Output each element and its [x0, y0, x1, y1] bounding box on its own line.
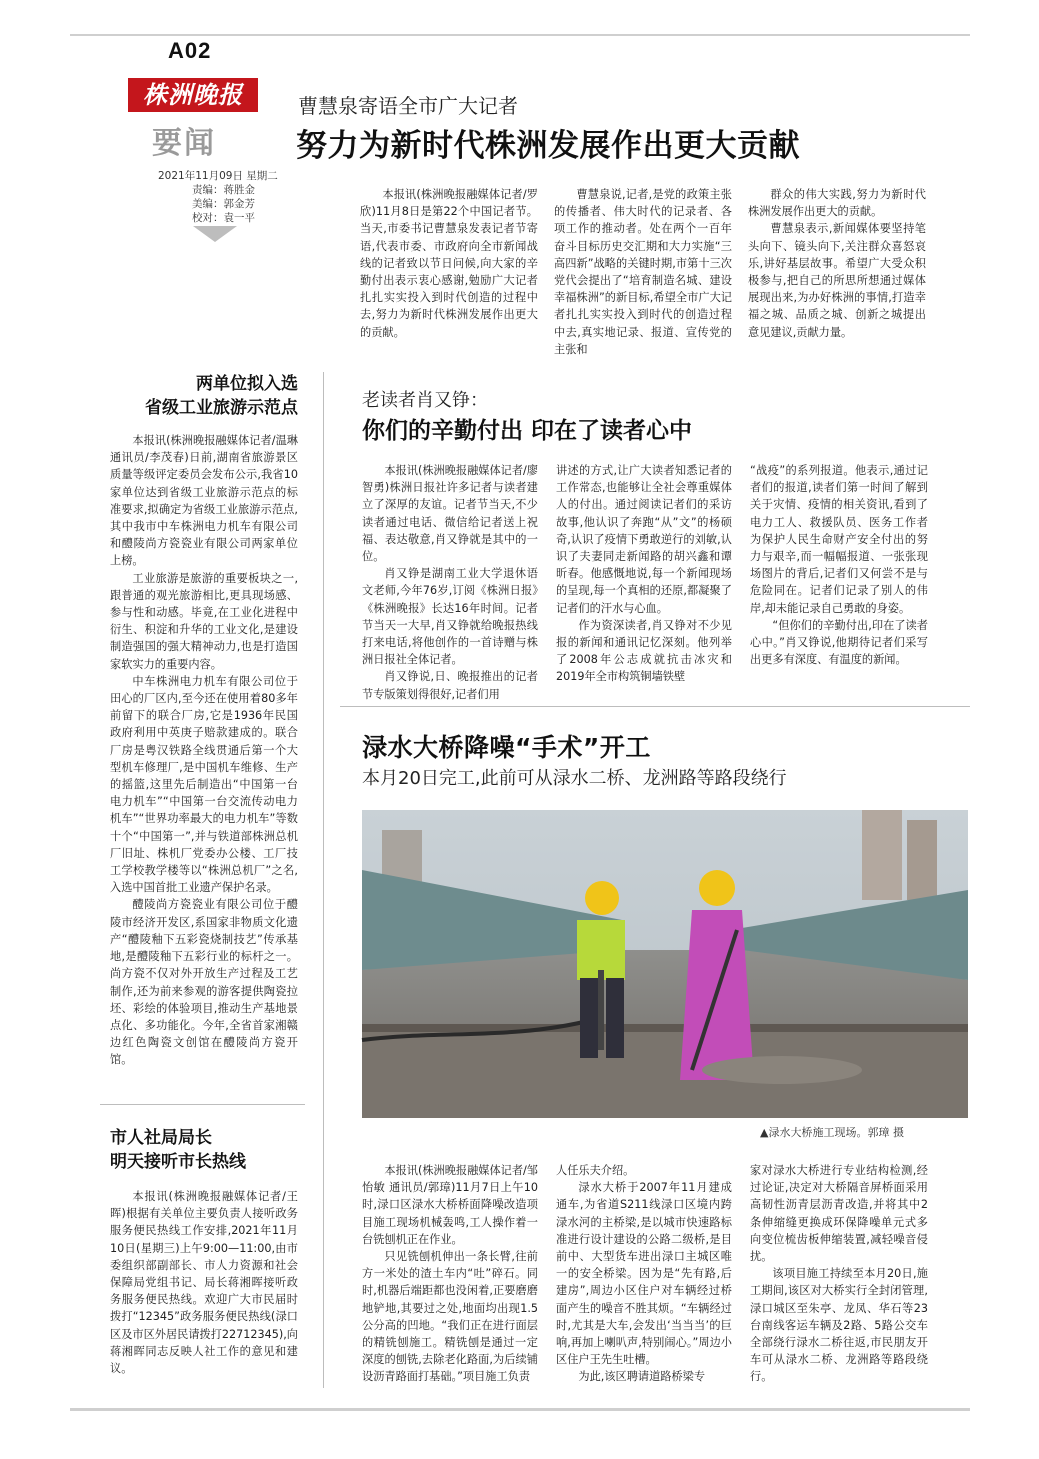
sidebar-bottom-headline-2: 明天接听市长热线	[110, 1152, 246, 1172]
construction-photo	[362, 810, 968, 1118]
bridge-subheadline: 本月20日完工,此前可从渌水二桥、龙洲路等路段绕行	[362, 768, 787, 789]
bridge-headline: 渌水大桥降噪“手术”开工	[362, 733, 651, 762]
top-rule	[70, 34, 970, 36]
editor-credit: 责编：蒋胜金	[192, 184, 255, 196]
photo-caption: ▲渌水大桥施工现场。郭璋 摄	[760, 1126, 904, 1139]
construction-scene-image	[362, 810, 968, 1118]
reader-column-3: “战疫”的系列报道。他表示,通过记者们的报道,读者们第一时间了解到关于灾情、疫情的相关资讯,看到了电力工人、救援队员、医务工作者为保护人民生命财产安全付出的努力与艰辛,而一幅幅报道、一张张现场图片的背后,记者们又何尝不是与危险同在。记者们记录了别人的伟岸,却未能记录自己勇敢的身姿。 “但你们的辛勤付出,印在了读者心中。”肖又铮说,他期待记者们采写出更多有深度、有温度的新闻。	[750, 464, 928, 667]
reader-column-2: 讲述的方式,让广大读者知悉记者的工作常态,也能够让全社会尊重媒体人的付出。通过阅读记者们的采访故事,他认识了奔跑“从”文”的杨硕奇,认识了疫情下勇敢逆行的刘敏,认识了夫妻同走新闻路的胡兴鑫和谭昕春。他感慨地说,每一个新闻现场的呈现,每一个真相的还原,都凝聚了记者们的汗水与心血。 作为资深读者,肖又铮对不少见报的新闻和通讯记忆深刻。他列举了2008年公志成就抗击冰灾和2019年全市构筑铜墙铁壁	[556, 464, 732, 684]
bridge-column-2: 人任乐夫介绍。 渌水大桥于2007年11月建成通车,为省道S211线渌口区境内跨渌水河的主桥梁,是以城市快速路标准进行设计建设的公路二级桥,是目前中、大型货车进出渌口主城区唯一的安全桥梁。因为是“先有路,后建房”,周边小区住户对车辆经过桥面产生的噪音不胜其烦。“车辆经过时,尤其是大车,会发出‘当当当’的巨响,再加上喇叭声,特别闹心。”周边小区住户王先生吐槽。 为此,该区聘请道路桥梁专	[556, 1164, 732, 1384]
triangle-mark	[193, 226, 237, 242]
lead-column-1: 本报讯(株洲晚报融媒体记者/罗欣)11月8日是第22个中国记者节。当天,市委书记曹慧泉发表记者节寄语,代表市委、市政府向全市新闻战线的记者致以节日问候,向大家的辛勤付出表示衷心感谢,勉励广大记者扎扎实实投入到时代创造的过程中去,努力为新时代株洲发展作出更大的贡献。	[360, 188, 538, 339]
sidebar-top-headline-2: 省级工业旅游示范点	[145, 398, 298, 418]
bridge-column-1: 本报讯(株洲晚报融媒体记者/邹怡敏 通讯员/郭璋)11月7日上午10时,渌口区渌水大桥桥面降噪改造项目施工现场机械轰鸣,工人操作着一台铣刨机正在作业。 只见铣刨机伸出一条长臂,往前方一米处的渣土车内“吐”碎石。同时,机器后端距都也没闲着,正要磨磨地铲地,其要过之处,地面均出现1.5公分高的凹地。“我们正在进行面层的精铣刨施工。精铣刨是通过一定深度的刨铣,去除老化路面,为后续铺设沥青路面打基础。”项目施工负责	[362, 1164, 538, 1384]
proofreader-credit: 校对：袁一平	[192, 212, 255, 224]
sidebar-top-body: 本报讯(株洲晚报融媒体记者/温琳 通讯员/李茂春)日前,湖南省旅游景区质量等级评定委员会发布公示,我省10家单位达到省级工业旅游示范点的标准要求,拟确定为省级工业旅游示范点,其中我市中车株洲电力机车有限公司和醴陵尚方瓷瓷业有限公司两家单位上榜。 工业旅游是旅游的重要板块之一,跟普通的观光旅游相比,更具现场感、参与性和动感。毕竟,在工业化进程中衍生、积淀和升华的工业文化,是建设制造强国的强大精神动力,也是打造国家软实力的重要内容。 中车株洲电力机车有限公司位于田心的厂区内,至今还在使用着80多年前留下的联合厂房,它是1936年民国政府利用中英庚子赔款建成的。联合厂房是粤汉铁路全线贯通后第一个大型机车修理厂,是中国机车维修、生产的摇篮,这里先后制造出“中国第一台电力机车”“中国第一台交流传动电力机车”“世界功率最大的电力机车”等数十个“中国第一”,并与铁道部株洲总机厂旧址、株机厂党委办公楼、工厂技工学校教学楼等以“株洲总机厂”之名,入选中国首批工业遗产保护名录。 醴陵尚方瓷瓷业有限公司位于醴陵市经济开发区,系国家非物质文化遗产“醴陵釉下五彩瓷烧制技艺”传承基地,是醴陵釉下五彩行业的标杆之一。尚方瓷不仅对外开放生产过程及工艺制作,还为前来参观的游客提供陶瓷拉坯、彩绘的体验项目,推动生产基地景点化、多功能化。今年,全省首家湘赣边红色陶瓷文创馆在醴陵尚方瓷开馆。	[110, 434, 298, 1067]
page-number: A02	[168, 38, 212, 63]
section-divider	[340, 706, 970, 707]
sidebar-divider	[100, 1104, 305, 1105]
designer-credit: 美编：郭金芳	[192, 198, 255, 210]
reader-column-1: 本报讯(株洲晚报融媒体记者/廖智勇)株洲日报社许多记者与读者建立了深厚的友谊。记者节当天,不少读者通过电话、微信给记者送上祝福、表达敬意,肖又铮就是其中的一位。 肖又铮是湖南工业大学退休语文老师,今年76岁,订阅《株洲日报》《株洲晚报》长达16年时间。记者节当天一大早,肖又铮就给晚报热线打来电话,将他创作的一首诗赠与株洲日报社全体记者。 肖又铮说,日、晚报推出的记者节专版策划得很好,记者们用	[362, 464, 538, 701]
sidebar-bottom-headline-1: 市人社局局长	[110, 1128, 212, 1148]
column-divider	[323, 372, 324, 1388]
reader-headline: 你们的辛勤付出 印在了读者心中	[362, 418, 693, 444]
issue-date: 2021年11月09日 星期二	[158, 170, 278, 182]
sidebar-bottom-body: 本报讯(株洲晚报融媒体记者/王晖)根据有关单位主要负责人接听政务服务便民热线工作安排,2021年11月10日(星期三)上午9:00—11:00,由市委组织部副部长、市人力资源和社会保障局党组书记、局长蒋湘晖接听政务服务便民热线。欢迎广大市民届时拨打“12345”政务服务便民热线(渌口区及市区外居民请拨打22712345),向蒋湘晖同志反映人社工作的意见和建议。	[110, 1190, 298, 1376]
lead-column-3: 群众的伟大实践,努力为新时代株洲发展作出更大的贡献。 曹慧泉表示,新闻媒体要坚持笔头向下、镜头向下,关注群众喜怒哀乐,讲好基层故事。希望广大受众积极参与,把自己的所思所想通过媒体展现出来,为办好株洲的事情,打造幸福之城、品质之城、创新之城提出意见建议,贡献力量。	[748, 188, 926, 339]
lead-kicker: 曹慧泉寄语全市广大记者	[298, 94, 518, 118]
lead-headline: 努力为新时代株洲发展作出更大贡献	[296, 128, 800, 164]
sidebar-top-headline-1: 两单位拟入选	[196, 374, 298, 394]
newspaper-logo: 株洲晚报	[128, 78, 258, 112]
reader-kicker: 老读者肖又铮：	[362, 390, 488, 411]
bridge-column-3: 家对渌水大桥进行专业结构检测,经过论证,决定对大桥隔音屏桥面采用高韧性沥青层沥青改造,并将其中2条伸缩缝更换成环保降噪单元式多向变位梳齿板伸缩装置,减轻噪音侵扰。 该项目施工持续至本月20日,施工期间,该区对大桥实行全封闭管理,渌口城区至朱亭、龙凤、华石等23台南线客运车辆及2路、5路公交车全部绕行渌水二桥往返,市民朋友开车可从渌水二桥、龙洲路等路段绕行。	[750, 1164, 928, 1384]
bottom-rule	[70, 1408, 970, 1411]
lead-column-2: 曹慧泉说,记者,是党的政策主张的传播者、伟大时代的记录者、各项工作的推动者。处在两个一百年奋斗目标历史交汇期和大力实施“三高四新”战略的关键时期,市第十三次党代会提出了“培育制造名城、建设幸福株洲”的新目标,希望全市广大记者扎扎实实投入到时代的创造过程中去,真实地记录、报道、宣传党的主张和	[554, 188, 732, 356]
section-label: 要闻	[152, 126, 216, 161]
